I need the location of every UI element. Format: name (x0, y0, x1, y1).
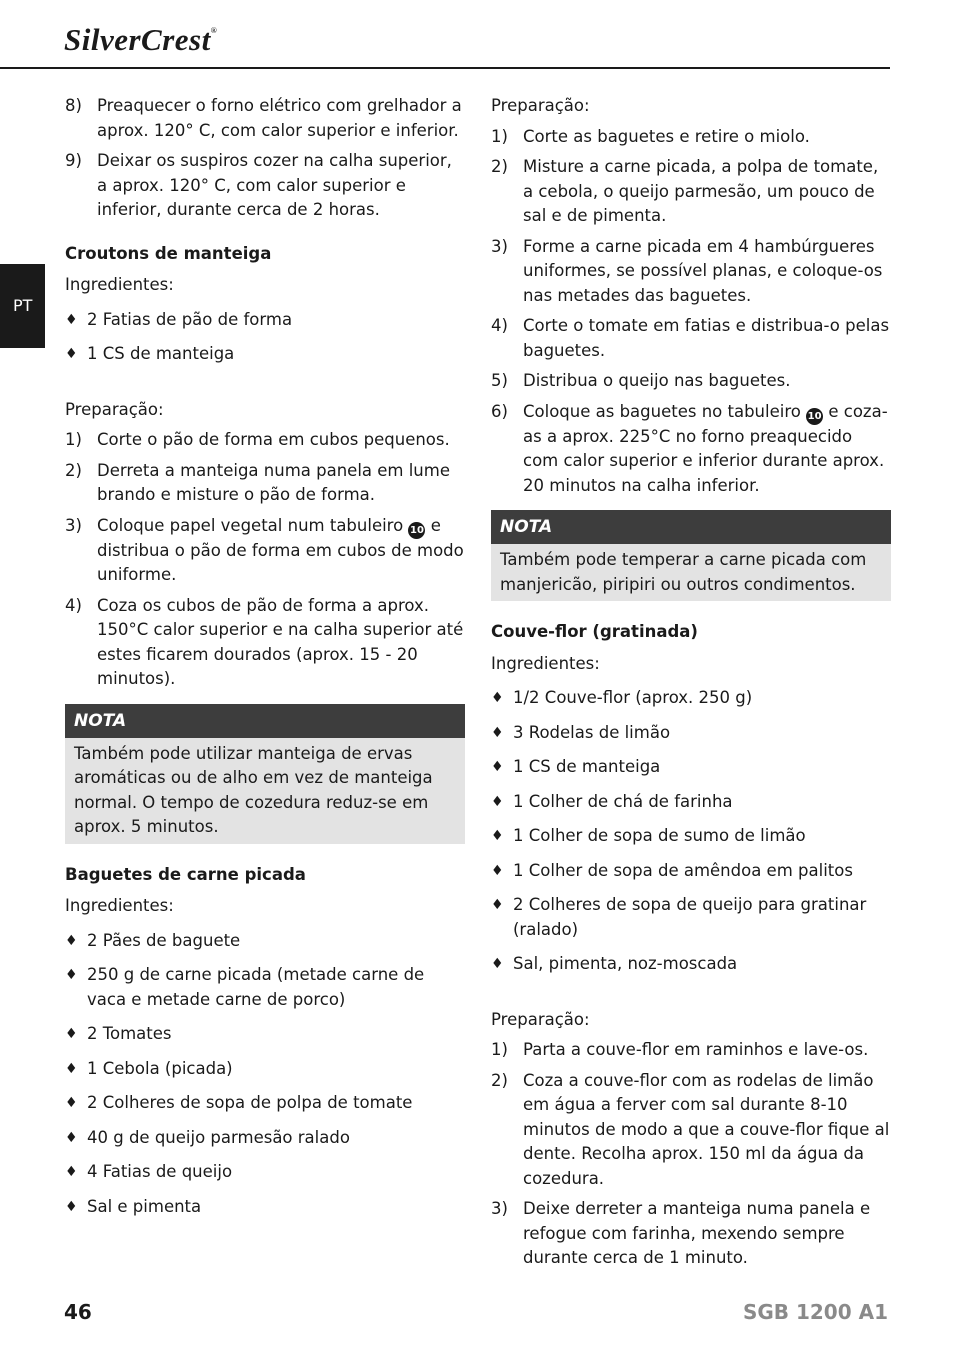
step-item: 5) Distribua o queijo nas baguetes. (491, 371, 791, 390)
note-text: Também pode utilizar manteiga de ervas aromáticas ou de alho em vez de manteiga normal. O tempo de cozedura reduz-se em aprox. 5 minutos. (74, 743, 433, 836)
ingredient-item: ♦ 2 Pães de baguete (65, 930, 241, 950)
ingredient-item: ♦ 250 g de carne picada (metade carne de vaca e metade carne de porco) (65, 965, 425, 1009)
ingredient-item: ♦ 2 Tomates (65, 1024, 172, 1043)
prep-label: Preparação: (491, 1009, 590, 1029)
note-title: NOTA (65, 704, 465, 738)
section-title: Baguetes de carne picada (65, 864, 306, 884)
ingredient-item: ♦ 1 CS de manteiga (65, 344, 235, 363)
note-box (65, 704, 465, 844)
step-item: 8) Preaquecer o forno elétrico com grelhador a aprox. 120° C, com calor superior e inferior. (65, 96, 462, 140)
step-item: 2) Coza a couve-flor com as rodelas de limão em água a ferver com sal durante 8-10 minutos de modo a que a couve-flor fique al dente. Recolha aprox. 150 ml da água da cozedura. (491, 1070, 890, 1188)
step-item: 4) Corte o tomate em fatias e distribua-o pelas baguetes. (491, 316, 890, 360)
step-item: 2) Derreta a manteiga numa panela em lume brando e misture o pão de forma. (65, 460, 450, 504)
step-item: 2) Misture a carne picada, a polpa de tomate, a cebola, o queijo parmesão, um pouco de sal e de pimenta. (491, 157, 879, 225)
ingredient-item: ♦ 1 Colher de sopa de sumo de limão (491, 826, 806, 845)
ingredient-item: ♦ 1 Colher de chá de farinha (491, 791, 733, 811)
note-text: Também pode temperar a carne picada com manjericão, piripiri ou outros condimentos. (500, 550, 867, 594)
step-item: 9) Deixar os suspiros cozer na calha superior, a aprox. 120° C, com calor superior e inferior, durante cerca de 2 horas. (65, 151, 452, 219)
prep-label: Preparação: (65, 399, 164, 419)
section-title: Couve-flor (gratinada) (491, 622, 698, 641)
step-item: 3) Forme a carne picada em 4 hambúrgueres uniformes, se possível planas, e coloque-os nas metades das baguetes. (491, 236, 883, 305)
ingredient-item: ♦ 2 Colheres de sopa de polpa de tomate (65, 1093, 413, 1112)
note-title: NOTA (491, 510, 891, 544)
ingredient-item: ♦ Sal, pimenta, noz-moscada (491, 954, 738, 973)
model-number: SGB 1200 A1 (742, 1300, 888, 1324)
reference-number: 10 (806, 408, 823, 425)
step-item: 1) Parta a couve-flor em raminhos e lave-os. (491, 1040, 869, 1059)
step-item: 3) Coloque papel vegetal num tabuleiro 10 e distribua o pão de forma em cubos de modo uniforme. (65, 515, 464, 584)
ingredient-item: ♦ 40 g de queijo parmesão ralado (65, 1127, 350, 1147)
ingredient-item: ♦ 2 Colheres de sopa de queijo para gratinar (ralado) (491, 895, 867, 939)
language-tab: PT (0, 264, 45, 348)
header-rule (0, 67, 890, 69)
ingredient-item: ♦ 2 Fatias de pão de forma (65, 309, 293, 329)
page-number: 46 (64, 1300, 92, 1324)
step-item: 1) Corte o pão de forma em cubos pequenos. (65, 430, 450, 449)
ingredient-item: ♦ 4 Fatias de queijo (65, 1162, 233, 1181)
brand-logo: SilverCrest® (64, 22, 218, 57)
ingredient-item: ♦ 1 Colher de sopa de amêndoa em palitos (491, 860, 853, 880)
note-box (491, 510, 891, 601)
right-column (491, 94, 891, 1271)
ingredient-item: ♦ 1/2 Couve-flor (aprox. 250 g) (491, 688, 753, 707)
reference-number: 10 (408, 522, 425, 539)
ingredients-label: Ingredientes: (65, 275, 174, 294)
step-item: 3) Deixe derreter a manteiga numa panela e refogue com farinha, mexendo sempre durante cerca de 1 minuto. (491, 1199, 871, 1267)
left-column (65, 94, 465, 1219)
ingredient-item: ♦ 3 Rodelas de limão (491, 722, 671, 742)
prep-label: Preparação: (491, 96, 590, 115)
ingredient-item: ♦ 1 Cebola (picada) (65, 1058, 233, 1078)
step-item: 4) Coza os cubos de pão de forma a aprox. 150°C calor superior e na calha superior até estes ficarem dourados (aprox. 15 - 20 minutos). (65, 595, 464, 688)
ingredients-label: Ingredientes: (65, 896, 174, 915)
section-title: Croutons de manteiga (65, 243, 272, 263)
step-item: 1) Corte as baguetes e retire o miolo. (491, 126, 810, 146)
ingredients-label: Ingredientes: (491, 653, 600, 673)
step-item: 6) Coloque as baguetes no tabuleiro 10 e coza-as a aprox. 225°C no forno preaquecido com calor superior e inferior durante aprox. 20 minutos na calha inferior. (491, 401, 888, 495)
ingredient-item: ♦ Sal e pimenta (65, 1196, 202, 1216)
ingredient-item: ♦ 1 CS de manteiga (491, 757, 661, 776)
